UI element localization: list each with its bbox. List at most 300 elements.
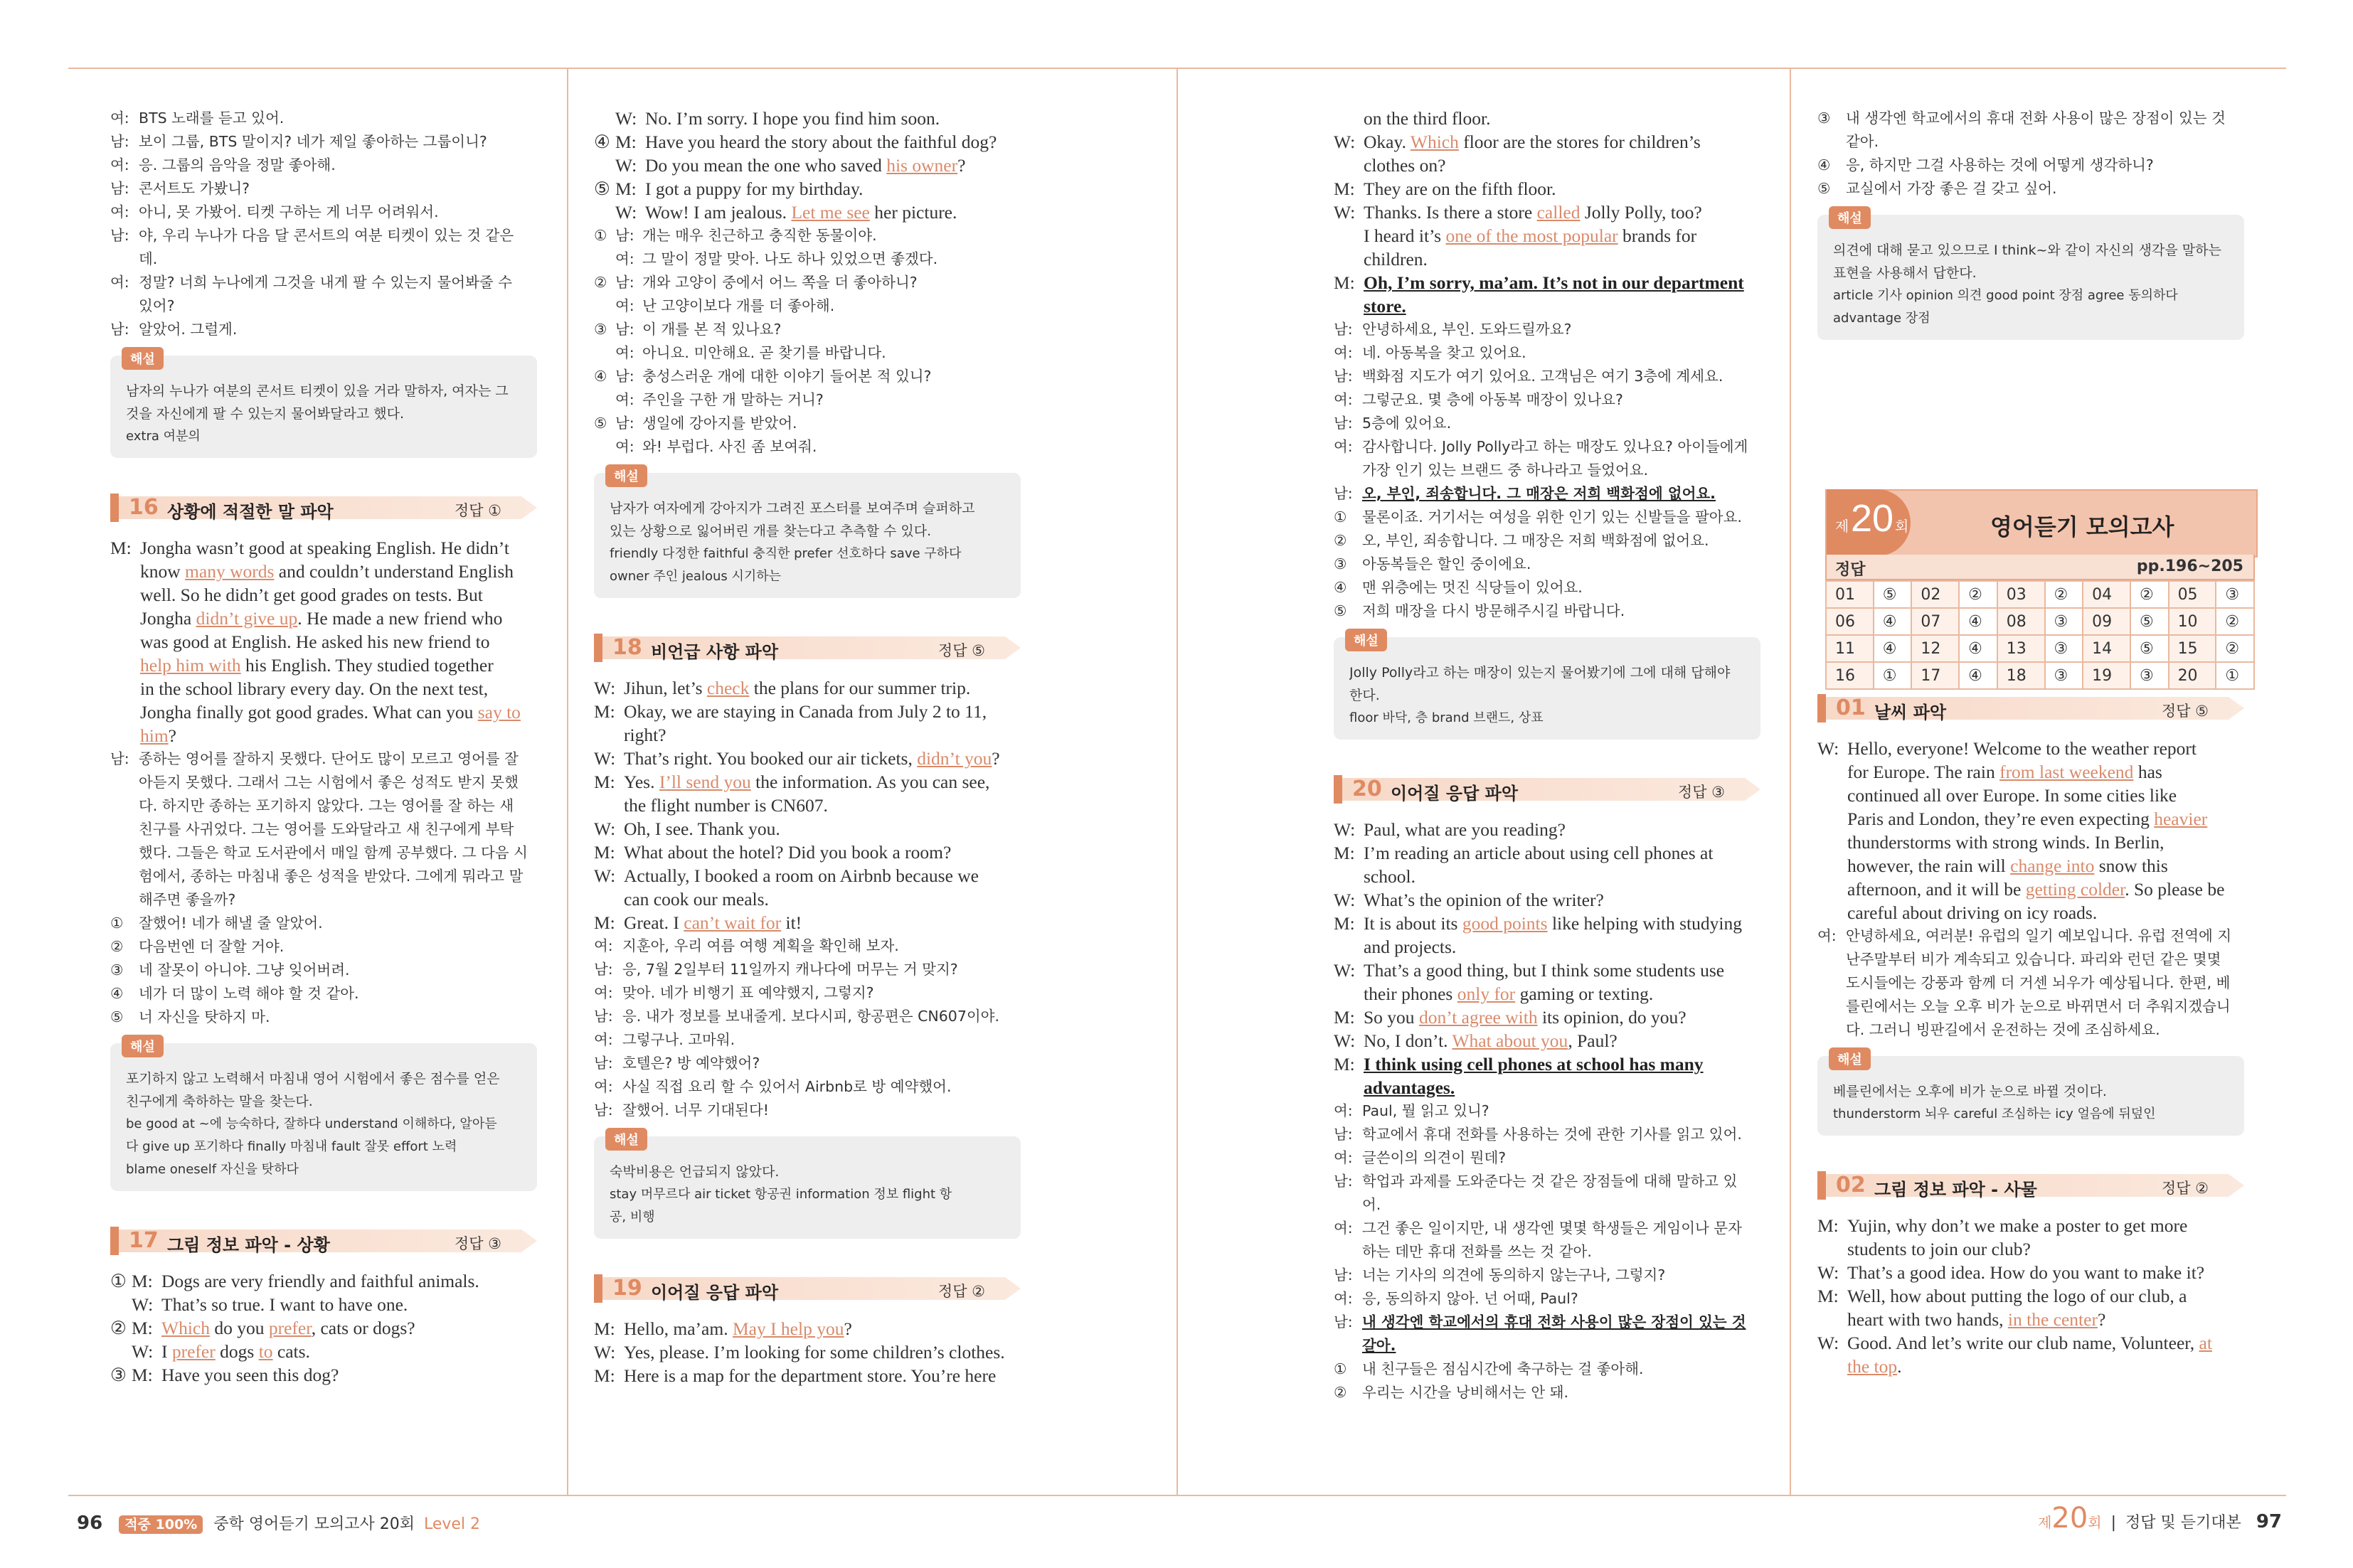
answer-key: 정답 ⑤ (938, 642, 985, 659)
translation-line (110, 771, 537, 794)
blank-answer: getting colder (2025, 879, 2125, 900)
translation-line (1334, 529, 1760, 553)
translation-text: 안녕하세요, 여러분! 유럽의 일기 예보입니다. 유럽 전역에 지 (1846, 927, 2232, 944)
plain-text: brands for (1618, 225, 1697, 246)
speaker-label: 남: (110, 180, 129, 197)
speaker-label: ⑤ (1817, 180, 1831, 197)
question-title: 이어질 응답 파악 (1391, 784, 1518, 804)
speaker-label: ③ (1334, 555, 1347, 572)
speaker-label: M: (1334, 843, 1355, 863)
answer-question-number: 13 (1997, 635, 2045, 662)
dialogue-line (110, 560, 537, 583)
translation-line (1334, 1170, 1760, 1193)
speaker-label: W: (1334, 890, 1356, 910)
speaker-label: 여: (110, 203, 129, 220)
translation-text: 지훈아, 우리 여름 여행 계획을 확인해 보자. (622, 937, 899, 954)
dialogue-line (594, 887, 1021, 911)
dialogue-text (645, 132, 997, 152)
translation-line (1334, 1287, 1760, 1311)
explanation-tag: 해설 (1829, 206, 1871, 229)
plain-text: They are on the fifth floor. (1364, 178, 1556, 199)
translation-text: 오, 부인, 죄송합니다. 그 매장은 저희 백화점에 없어요. (1362, 485, 1716, 502)
translation-text: 응, 7월 2일부터 11일까지 캐나다에 머무는 거 맞지? (622, 961, 958, 978)
dialogue-line (594, 747, 1021, 770)
speaker-label: 여: (1334, 1102, 1353, 1119)
translation-line (1334, 1381, 1760, 1404)
explanation-tag: 해설 (122, 1035, 164, 1057)
translation-line (594, 435, 1021, 459)
translation-text: 오, 부인, 죄송합니다. 그 매장은 저희 백화점에 없어요. (1362, 532, 1709, 549)
translation-text: 아듣지 못했다. 그래서 그는 시험에서 좋은 성적도 받지 못했 (139, 774, 519, 791)
column-divider-1 (567, 68, 568, 1495)
vocab-line: owner 주인 jealous 시기하는 (610, 569, 782, 584)
vocab-line: 공, 비행 (610, 1210, 655, 1225)
plain-text: school. (1364, 866, 1415, 887)
plain-text: Oh, I’m sorry, ma’am. It’s not in our department (1364, 272, 1744, 293)
plain-text: I got a puppy for my birthday. (645, 178, 864, 199)
dialogue-line (594, 794, 1021, 817)
section-bar (1817, 694, 1826, 722)
blank-answer: the top (1847, 1356, 1898, 1377)
dialogue-text (1364, 225, 1696, 246)
explanation-line: 포기하지 않고 노력해서 마침내 영어 시험에서 좋은 점수를 얻은 (126, 1071, 500, 1087)
plain-text: and projects. (1364, 937, 1457, 957)
plain-text: Yes, please. I’m looking for some children’s clothes. (624, 1342, 1005, 1362)
speaker-label: ② (110, 938, 124, 955)
explanation-line: 의견에 대해 묻고 있으므로 I think~와 같이 자신의 생각을 말하는 (1833, 242, 2221, 258)
plain-text: advantages. (1364, 1077, 1455, 1098)
speaker-label: M: (1334, 178, 1355, 199)
dialogue-text (1847, 879, 2224, 900)
translation-line (594, 1075, 1021, 1099)
speaker-label: 여: (615, 438, 634, 455)
speaker-label: 남: (615, 227, 634, 244)
plain-text: her picture. (869, 202, 957, 223)
speaker-label: W: (1334, 960, 1356, 981)
answer-choice: ② (2216, 608, 2254, 635)
translation-text: 저희 매장을 다시 방문해주시길 바랍니다. (1362, 602, 1625, 619)
translation-text: 너 자신을 탓하지 마. (139, 1008, 270, 1025)
translation-line (1334, 1146, 1760, 1170)
answer-question-number: 05 (2169, 581, 2216, 608)
dialogue-text (140, 585, 483, 605)
question-number: 02 (1836, 1173, 1866, 1198)
answer-question-number: 15 (2169, 635, 2216, 662)
translation-text: 보이 그룹, BTS 말이지? 네가 제일 좋아하는 그룹이니? (139, 133, 487, 150)
speaker-label: ④ (1817, 156, 1831, 174)
answer-question-number: 01 (1826, 581, 1874, 608)
speaker-label: ⑤ (110, 1008, 124, 1025)
speaker-label: ④ (1334, 579, 1347, 596)
translation-text: 있어? (139, 297, 175, 314)
answer-box-subheader (1825, 555, 2255, 580)
translation-line (594, 365, 1021, 388)
dialogue-line (110, 630, 537, 654)
plain-text: on the third floor. (1364, 108, 1491, 129)
dialogue-line (110, 654, 537, 677)
dialogue-line (1817, 737, 2244, 760)
translation-text: 험에서, 종하는 마침내 좋은 성적을 받았다. 그에게 뭐라고 말 (139, 868, 524, 885)
dialogue-line (1334, 154, 1760, 177)
blank-answer: don’t agree with (1418, 1007, 1538, 1028)
blank-answer: help him with (140, 655, 241, 676)
speaker-label: M: (1334, 272, 1355, 293)
translation-text: 했다. 그들은 학교 도서관에서 매일 함께 공부했다. 그 다음 시 (139, 844, 528, 861)
speaker-label: 남: (110, 227, 129, 244)
dialogue-text (1847, 1239, 2031, 1259)
blank-answer: change into (2010, 855, 2095, 876)
speaker-label: M: (110, 538, 132, 558)
answer-choice: ③ (2045, 662, 2083, 689)
answer-row (1826, 662, 2254, 689)
speaker-label: 여: (594, 984, 613, 1001)
dialogue-line (1334, 912, 1760, 935)
speaker-label: ⑤ (1334, 602, 1347, 619)
speaker-label: ③ (1817, 110, 1831, 127)
plain-text: That’s so true. I want to have one. (161, 1294, 408, 1315)
plain-text: Wow! I am jealous. (645, 202, 792, 223)
vocab-line: stay 머무르다 air ticket 항공권 information 정보 flight 항 (610, 1187, 952, 1202)
plain-text: thunderstorms with strong winds. In Berlin, (1847, 832, 2165, 853)
speaker-label: M: (615, 132, 637, 152)
dialogue-line (594, 676, 1021, 700)
translation-line (110, 959, 537, 982)
translation-text: 내 친구들은 점심시간에 축구하는 걸 좋아해. (1362, 1360, 1644, 1377)
translation-text: 그건 좋은 일이지만, 내 생각엔 몇몇 학생들은 게임이나 문자 (1362, 1220, 1742, 1237)
section-17-header (110, 1227, 537, 1255)
dialogue-line (1817, 1214, 2244, 1237)
vocab-line: floor 바닥, 층 brand 브랜드, 상표 (1349, 710, 1544, 725)
dialogue-text (624, 701, 987, 722)
answer-question-number: 11 (1826, 635, 1874, 662)
answer-question-number: 06 (1826, 608, 1874, 635)
blank-answer: can’t wait for (684, 912, 782, 933)
dialogue-text (140, 725, 176, 746)
plain-text: I heard it’s (1364, 225, 1446, 246)
speaker-label: W: (1334, 132, 1356, 152)
footer-right (2038, 1502, 2282, 1535)
speaker-label: W: (1817, 1262, 1839, 1283)
dialogue-line (1817, 760, 2244, 784)
speaker-label: W: (594, 1342, 616, 1362)
translation-text: 사실 직접 요리 할 수 있어서 Airbnb로 방 예약했어. (622, 1078, 952, 1095)
answer-choice: ④ (1959, 662, 1997, 689)
dialogue-text (624, 772, 989, 792)
dialogue-line (110, 1363, 537, 1387)
speaker-label: M: (1334, 1007, 1355, 1028)
dialogue-line (1817, 901, 2244, 924)
dialogue-line (110, 1316, 537, 1340)
plain-text: Great. I (624, 912, 684, 933)
plain-text: its opinion, do you? (1537, 1007, 1687, 1028)
speaker-label: 여: (1334, 391, 1353, 408)
blank-answer: Which (161, 1318, 210, 1338)
question-number: 01 (1836, 695, 1866, 720)
dialogue-line (110, 1293, 537, 1316)
speaker-label: 여: (615, 250, 634, 267)
blank-answer: May I help you (732, 1318, 844, 1339)
plain-text: ? (957, 155, 966, 176)
translation-line (1334, 482, 1760, 506)
column-3 (1334, 107, 1760, 1404)
vocab-line: article 기사 opinion 의견 good point 장점 agree 동의하다 (1833, 288, 2178, 303)
plain-text: ? (168, 725, 176, 746)
plain-text: . He made a new friend who (297, 608, 503, 629)
speaker-label: M: (594, 1318, 615, 1339)
translation-line (110, 747, 537, 771)
translation-text: 그렇군요. 몇 층에 아동복 매장이 있나요? (1362, 391, 1623, 408)
answer-choice: ② (2216, 635, 2254, 662)
dialogue-text (1364, 202, 1702, 223)
translation-text: 맞아. 네가 비행기 표 예약했지, 그렇지? (622, 984, 874, 1001)
vocab-line: extra 여분의 (126, 429, 201, 444)
answer-choice: ④ (1874, 635, 1912, 662)
translation-line (110, 154, 537, 177)
plain-text: careful about driving on icy roads. (1847, 902, 2098, 923)
explanation-tag: 해설 (1345, 629, 1387, 651)
question-number: 17 (129, 1228, 159, 1253)
footer-badge: 적중 100% (119, 1515, 203, 1534)
answer-question-number: 03 (1997, 581, 2045, 608)
speaker-label: 여: (615, 344, 634, 361)
translation-text: 와! 부럽다. 사진 좀 보여줘. (642, 438, 817, 455)
translation-text: 어. (1362, 1196, 1381, 1213)
translation-text: 개는 매우 친근하고 충직한 동물이야. (642, 227, 877, 244)
translation-text: 백화점 지도가 여기 있어요. 고객님은 여기 3층에 계세요. (1362, 368, 1723, 385)
choice-marker: ③ (594, 321, 607, 338)
dialogue-text (1847, 762, 2162, 782)
section-01-header (1817, 694, 2244, 722)
dialogue-text (1364, 249, 1428, 270)
translation-text: 도시들에는 강풍과 함께 더 거센 뇌우가 예상됩니다. 한편, 베 (1846, 974, 2231, 991)
dialogue-text (1364, 913, 1742, 934)
speaker-label: M: (594, 912, 615, 933)
section-bar (594, 634, 602, 662)
answer-question-number: 09 (2083, 608, 2130, 635)
dialogue-text (1364, 132, 1701, 152)
plain-text: Well, how about putting the logo of our club, a (1847, 1286, 2187, 1306)
translation-line (1817, 107, 2244, 130)
speaker-label: W: (615, 202, 637, 223)
dialogue-text (161, 1294, 408, 1315)
vocab-line: 다 give up 포기하다 finally 마침내 fault 잘못 effort 노력 (126, 1139, 457, 1154)
translation-text: 알았어. 그럴게. (139, 321, 238, 338)
blank-answer: Let me see (791, 202, 870, 223)
translation-line (110, 1006, 537, 1029)
speaker-label: 남: (594, 961, 613, 978)
plain-text: Good. And let’s write our club name, Volunteer, (1847, 1333, 2199, 1353)
translation-line (1817, 130, 2244, 154)
translation-line (110, 935, 537, 959)
dialogue-text (1364, 819, 1566, 840)
page-number-left: 96 (77, 1513, 103, 1534)
page-number-right: 97 (2256, 1511, 2282, 1532)
translation-line (594, 341, 1021, 365)
dialogue-line (1334, 177, 1760, 201)
plain-text: the flight number is CN607. (624, 795, 828, 816)
dialogue-text (645, 155, 965, 176)
speaker-label: M: (1334, 913, 1355, 934)
translation-line (1334, 365, 1760, 388)
answer-table (1825, 580, 2255, 690)
plain-text: however, the rain will (1847, 855, 2011, 876)
dialogue-text (1364, 866, 1415, 887)
translation-text: 감사합니다. Jolly Polly라고 하는 매장도 있나요? 아이들에게 (1362, 438, 1748, 455)
speaker-label: 남: (615, 368, 634, 385)
dialogue-text (1847, 1333, 2212, 1353)
section-bar (110, 1227, 119, 1255)
translation-line (1334, 1217, 1760, 1240)
speaker-label: W: (1817, 1333, 1839, 1353)
dialogue-line (594, 864, 1021, 887)
translation-line (1817, 154, 2244, 177)
dialogue-line (1334, 935, 1760, 959)
explanation-tag: 해설 (1829, 1047, 1871, 1070)
speaker-label: 남: (1334, 368, 1353, 385)
dialogue-line (110, 1269, 537, 1293)
translation-text: 응, 하지만 그걸 사용하는 것에 어떻게 생각하니? (1846, 156, 2154, 174)
translation-line (110, 794, 537, 818)
dialogue-line (594, 177, 1021, 201)
plain-text: right? (624, 725, 666, 745)
plain-text: I’m reading an article about using cell phones at (1364, 843, 1714, 863)
translation-text: 네. 아동복을 찾고 있어요. (1362, 344, 1526, 361)
dialogue-text (161, 1365, 339, 1385)
explanation-box (1817, 1052, 2244, 1136)
translation-text: 개와 고양이 중에서 어느 쪽을 더 좋아하니? (642, 274, 918, 291)
translation-line (1334, 341, 1760, 365)
translation-line (1334, 388, 1760, 412)
speaker-label: W: (1334, 819, 1356, 840)
translation-line (1334, 1264, 1760, 1287)
dialogue-text (624, 1365, 996, 1386)
dialogue-text (624, 912, 802, 933)
vocab-line: friendly 다정한 faithful 충직한 prefer 선호하다 save 구하다 (610, 546, 962, 561)
speaker-label: W: (594, 865, 616, 886)
plain-text: Yujin, why don’t we make a poster to get more (1847, 1215, 2188, 1236)
translation-text: 학업과 과제를 도와준다는 것 같은 장점들에 대해 말하고 있 (1362, 1173, 1738, 1190)
dialogue-text (624, 678, 970, 698)
translation-line (110, 865, 537, 888)
dialogue-line (1817, 1355, 2244, 1378)
section-bar (1817, 1171, 1826, 1200)
answer-choice: ⑤ (2130, 635, 2169, 662)
blank-answer: in the center (2007, 1309, 2098, 1330)
dialogue-line (1334, 247, 1760, 271)
speaker-label: 여: (615, 391, 634, 408)
choice-marker: ② (594, 274, 607, 291)
speaker-label: M: (615, 178, 637, 199)
blank-answer: check (706, 678, 750, 698)
translation-text: 를린에서는 오늘 오후 비가 눈으로 바뀌면서 더 추워지겠습니 (1846, 998, 2231, 1015)
dialogue-text (624, 818, 780, 839)
speaker-label: 남: (1334, 485, 1353, 502)
column-4 (1817, 107, 2244, 1378)
plain-text: afternoon, and it will be (1847, 879, 2026, 900)
plain-text: clothes on? (1364, 155, 1446, 176)
translation-line (1817, 924, 2244, 948)
dialogue-text (1847, 785, 2177, 806)
dialogue-text (624, 842, 951, 863)
translation-line (110, 982, 537, 1006)
explanation-line: 표현을 사용해서 답한다. (1833, 265, 1977, 281)
dialogue-line (1334, 888, 1760, 912)
answer-row (1826, 635, 2254, 662)
plain-text: students to join our club? (1847, 1239, 2031, 1259)
plain-text: No, I don’t. (1364, 1030, 1452, 1051)
dialogue-line (110, 700, 537, 724)
translation-line (1817, 177, 2244, 201)
dialogue-text (1847, 902, 2097, 923)
translation-line (110, 818, 537, 841)
translation-line (594, 271, 1021, 294)
plain-text: Have you heard the story about the faithful dog? (645, 132, 997, 152)
dialogue-line (1334, 1029, 1760, 1052)
answer-key: 정답 ③ (454, 1235, 501, 1252)
answer-question-number: 10 (2169, 608, 2216, 635)
footer-round-suffix: 회 (2088, 1514, 2102, 1531)
section-bar (594, 1274, 602, 1303)
answer-choice: ③ (2130, 662, 2169, 689)
speaker-label: 남: (594, 1055, 613, 1072)
dialogue-line (1334, 130, 1760, 154)
speaker-label: 남: (1334, 1126, 1353, 1143)
speaker-label: 남: (1334, 1173, 1353, 1190)
plain-text: his English. They studied together (240, 655, 494, 676)
answer-question-number: 16 (1826, 662, 1874, 689)
speaker-label: M: (594, 772, 615, 792)
dialogue-line (1334, 1006, 1760, 1029)
translation-line (594, 981, 1021, 1005)
dialogue-text (624, 889, 769, 910)
answer-key: 정답 ① (454, 502, 501, 519)
explanation-box (1334, 634, 1760, 740)
blank-answer: Which (1410, 132, 1459, 152)
blank-answer: prefer (171, 1341, 216, 1362)
dialogue-line (1817, 784, 2244, 807)
section-bar (1334, 775, 1342, 804)
question-title: 비언급 사항 파악 (651, 642, 778, 662)
dialogue-text (161, 1271, 479, 1291)
plain-text: I think using cell phones at school has many (1364, 1054, 1704, 1074)
answer-question-number: 02 (1911, 581, 1959, 608)
answer-label: 정답 (1835, 561, 1866, 579)
speaker-label: ② (1334, 1384, 1347, 1401)
choice-marker: ② (110, 1318, 127, 1338)
blank-answer: prefer (268, 1318, 312, 1338)
plain-text: has (2133, 762, 2162, 782)
dialogue-text (624, 1342, 1005, 1362)
speaker-label: M: (1334, 1054, 1355, 1074)
translation-text: 콘서트도 가봤니? (139, 180, 250, 197)
plain-text: heart with two hands, (1847, 1309, 2008, 1330)
question-number: 18 (612, 635, 642, 660)
explanation-box (1817, 211, 2244, 340)
translation-text: 같아. (1846, 133, 1879, 150)
answer-choice: ④ (1959, 635, 1997, 662)
translation-line (594, 1099, 1021, 1122)
dialogue-line (110, 677, 537, 700)
plain-text: do you (209, 1318, 269, 1338)
speaker-label: 남: (1334, 415, 1353, 432)
translation-line (1334, 576, 1760, 599)
explanation-tag: 해설 (122, 347, 164, 370)
dialogue-text (1847, 1215, 2187, 1236)
translation-text: 5층에 있어요. (1362, 415, 1452, 432)
translation-text: 아니요. 미안해요. 곧 찾기를 바랍니다. (642, 344, 886, 361)
translation-text: Paul, 뭘 읽고 있니? (1362, 1102, 1489, 1119)
plain-text: Paris and London, they’re even expecting (1847, 809, 2155, 829)
